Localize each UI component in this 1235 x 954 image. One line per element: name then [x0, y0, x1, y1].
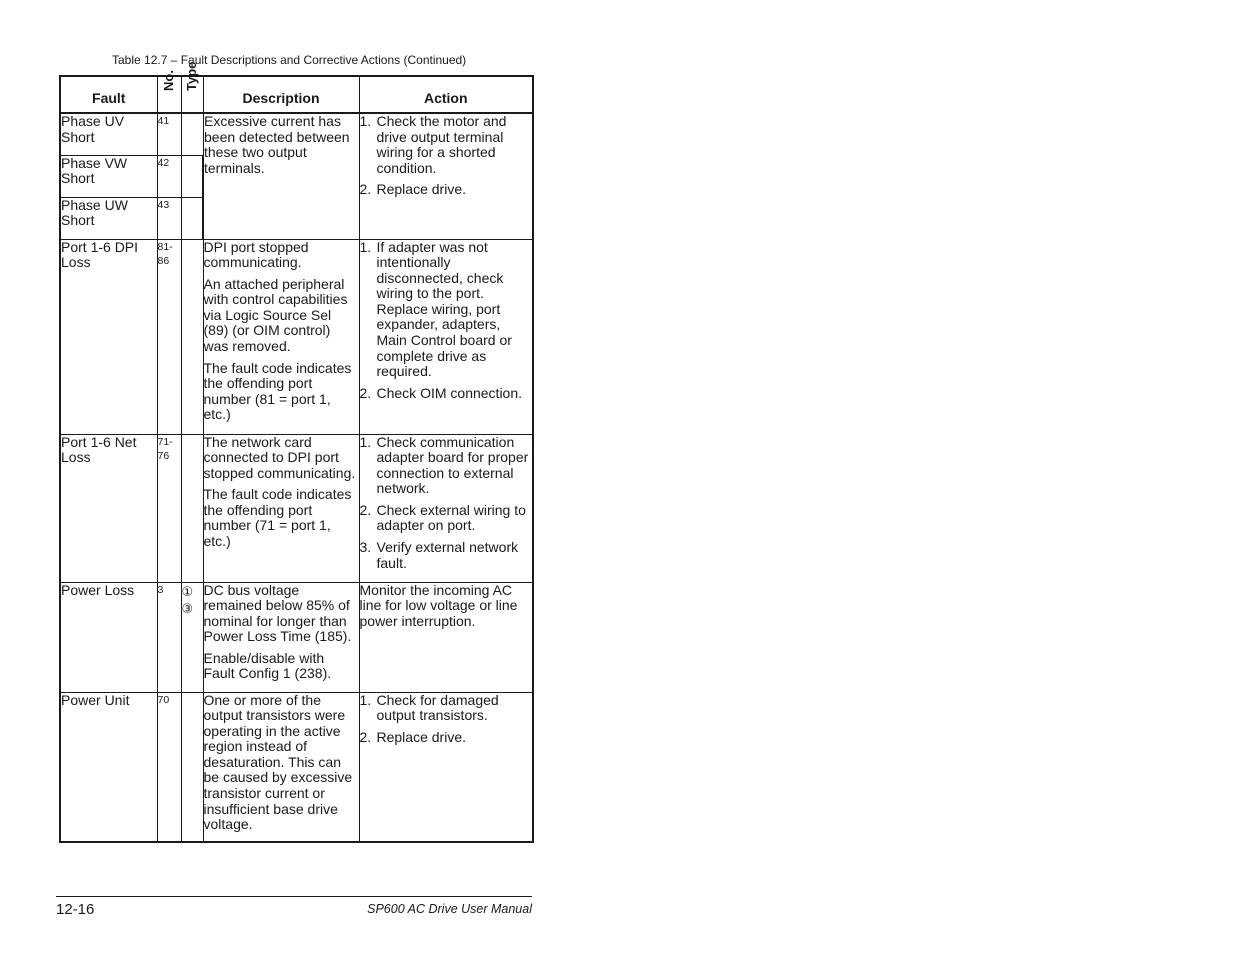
fault-number: 3: [157, 582, 181, 692]
fault-action: [359, 692, 533, 842]
fault-type: [181, 692, 203, 842]
column-header-fault: Fault: [60, 76, 157, 113]
action-step: 2. Check OIM connection.: [359, 384, 523, 401]
fault-name: Power Unit: [60, 692, 157, 842]
fault-action: Monitor the incoming AC line for low voltage or line power interruption.: [359, 582, 533, 692]
footer-rule: [56, 896, 532, 897]
action-step: 2. Replace drive.: [359, 728, 466, 745]
fault-description: DPI port stopped communicating. An attached peripheral with control capabilities via Logic Source Sel (89) (or OIM control) was removed. The fault code indicates the offending port number (81 = port 1, etc.): [203, 239, 359, 434]
action-step: 1. Check communication adapter board for proper connection to external network.: [359, 433, 529, 497]
fault-description: The network card connected to DPI port stopped communicating. The fault code indicates the offending port number (71 = port 1, etc.): [203, 434, 359, 582]
column-header-action: Action: [359, 76, 533, 113]
action-step: 1. Check the motor and drive output terminal wiring for a shorted condition.: [359, 113, 507, 176]
fault-number: 41: [157, 113, 181, 155]
action-step: 3. Verify external network fault.: [359, 539, 519, 571]
action-step: 2. Check external wiring to adapter on port.: [359, 501, 526, 534]
fault-action: [359, 113, 533, 239]
fault-name: Port 1-6 Net Loss: [60, 434, 157, 582]
page-number: 12-16: [56, 901, 95, 918]
fault-name: Phase UW Short: [60, 197, 157, 239]
fault-type: [181, 155, 203, 197]
action-step: 1. If adapter was not intentionally disconnected, check wiring to the port. Replace wiring, port expander, adapters, Main Control board or complete drive as required.: [359, 238, 512, 380]
fault-table: [59, 62, 534, 843]
type-code: ③: [181, 600, 194, 616]
fault-number: 42: [157, 155, 181, 197]
fault-number: 81-86: [157, 239, 181, 434]
table-row: [60, 582, 533, 692]
action-step: 1. Check for damaged output transistors.: [359, 691, 499, 724]
fault-name: Phase UV Short: [60, 113, 157, 155]
fault-number: 43: [157, 197, 181, 239]
fault-name: Phase VW Short: [60, 155, 157, 197]
column-header-description: Description: [203, 76, 359, 113]
fault-action: [359, 434, 533, 582]
fault-number: 70: [157, 692, 181, 842]
fault-action: [359, 239, 533, 434]
fault-name: Power Loss: [60, 582, 157, 692]
table-row: [60, 113, 533, 155]
table-row: [60, 239, 533, 434]
type-code: ①: [181, 583, 194, 599]
table-row: [60, 692, 533, 842]
fault-type: [181, 197, 203, 239]
table-caption: Table 12.7 – Fault Descriptions and Corrective Actions (Continued): [112, 53, 467, 67]
fault-description: Excessive current has been detected between these two output terminals.: [203, 113, 359, 239]
fault-description: One or more of the output transistors were operating in the active region instead of desaturation. This can be caused by excessive transistor current or insufficient base drive voltage.: [203, 692, 359, 842]
column-header-type: Type: [181, 76, 203, 113]
table-row: [60, 434, 533, 582]
fault-type: [181, 113, 203, 155]
fault-type: [181, 239, 203, 434]
fault-name: Port 1-6 DPI Loss: [60, 239, 157, 434]
table-header-row: [60, 76, 533, 113]
manual-title: SP600 AC Drive User Manual: [367, 902, 532, 916]
fault-number: 71-76: [157, 434, 181, 582]
fault-type: [181, 434, 203, 582]
column-header-no: No.: [157, 76, 181, 113]
action-step: 2. Replace drive.: [359, 181, 466, 198]
fault-description: DC bus voltage remained below 85% of nominal for longer than Power Loss Time (185). Enable/disable with Fault Config 1 (238).: [203, 582, 359, 692]
fault-type: [181, 582, 203, 692]
